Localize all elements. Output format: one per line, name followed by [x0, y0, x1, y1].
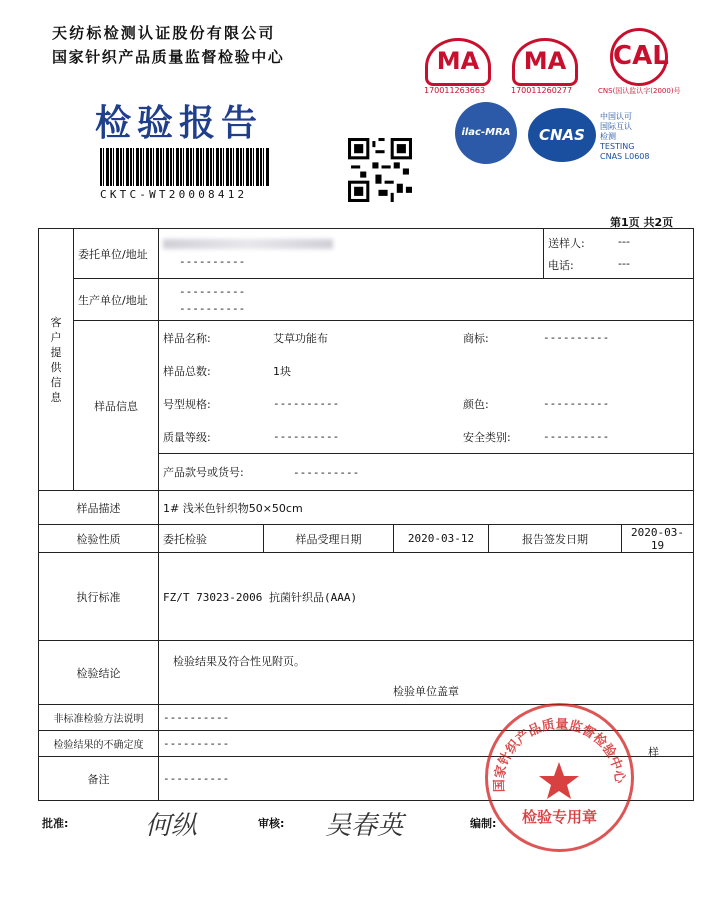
- nonstd-value: ----------: [159, 705, 694, 731]
- producer-value: ---------- ----------: [159, 279, 694, 321]
- sample-info-label: 样品信息: [74, 321, 159, 491]
- review-signature: 吴春英: [325, 811, 404, 841]
- cal-number: CNS(国认监认字(2000)号: [598, 87, 681, 95]
- conclusion-value: 检验结果及符合性见附页。: [173, 655, 305, 668]
- sample-desc-value: 1# 浅米色针织物50×50cm: [159, 491, 694, 525]
- cma-mark-icon-2: MA: [512, 38, 578, 86]
- uncertainty-value: ----------: [159, 731, 694, 757]
- report-date-value: 2020-03-19: [622, 525, 694, 553]
- conclusion-cell: [159, 641, 694, 705]
- redacted-client-name: [163, 239, 333, 249]
- report-title: 检验报告: [95, 102, 264, 144]
- accept-date-value: 2020-03-12: [394, 525, 489, 553]
- customer-info-section-label: 客 户 提 供 信 息: [39, 229, 74, 491]
- standard-label: 执行标准: [39, 553, 159, 641]
- cal-mark-icon: CAL: [610, 28, 668, 86]
- page-indicator: 第1页 共2页: [610, 216, 674, 229]
- accept-date-label: 样品受理日期: [264, 525, 394, 553]
- inspection-seal-icon: [482, 700, 637, 855]
- cma-mark-icon: MA: [425, 38, 491, 86]
- cnas-icon: CNAS: [528, 108, 596, 162]
- report-date-label: 报告签发日期: [489, 525, 622, 553]
- uncertainty-label: 检验结果的不确定度: [39, 731, 159, 757]
- cnas-accreditation-text: 中国认可 国际互认 检测 TESTING CNAS L0608: [600, 112, 650, 161]
- cma-number-1: 170011263663: [424, 86, 486, 95]
- svg-text:国家针织产品质量监督检验中心: 国家针织产品质量监督检验中心: [492, 717, 627, 793]
- client-value: ----------: [159, 229, 544, 279]
- barcode-icon: [100, 148, 270, 186]
- side-char: 样: [648, 746, 659, 759]
- org-center-name: 国家针织产品质量监督检验中心: [52, 48, 285, 66]
- seal-label: 检验单位盖章: [393, 685, 459, 698]
- conclusion-label: 检验结论: [39, 641, 159, 705]
- producer-label: 生产单位/地址: [74, 279, 159, 321]
- svg-text:检验专用章: 检验专用章: [521, 808, 598, 826]
- standard-value: FZ/T 73023-2006 抗菌针织品(AAA): [159, 553, 694, 641]
- ilac-mra-icon: ilac-MRA: [455, 102, 517, 164]
- cma-number-2: 170011260277: [511, 86, 573, 95]
- barcode-number: CKTC-WT20008412: [100, 188, 248, 201]
- qr-code-icon: [348, 138, 412, 202]
- nature-label: 检验性质: [39, 525, 159, 553]
- approve-label: 批准:: [42, 817, 69, 830]
- sample-info-grid: 样品名称: 艾草功能布 商标: ---------- 样品总数: 1块 号型规格: ---------- 颜色: ---------- 质量等级: ---------- 安全类别: ---------- 产品款号或货号: ----------: [159, 321, 694, 491]
- nonstd-label: 非标准检验方法说明: [39, 705, 159, 731]
- sample-desc-label: 样品描述: [39, 491, 159, 525]
- remark-value: ----------: [159, 757, 694, 801]
- remark-label: 备注: [39, 757, 159, 801]
- nature-value: 委托检验: [159, 525, 264, 553]
- review-label: 审核:: [258, 817, 285, 830]
- approve-signature: 何纵: [145, 811, 198, 841]
- client-label: 委托单位/地址: [74, 229, 159, 279]
- sender-cell: 送样人: --- 电话: ---: [544, 229, 694, 279]
- org-name: 天纺标检测认证股份有限公司: [52, 24, 276, 42]
- compile-label: 编制:: [470, 817, 497, 830]
